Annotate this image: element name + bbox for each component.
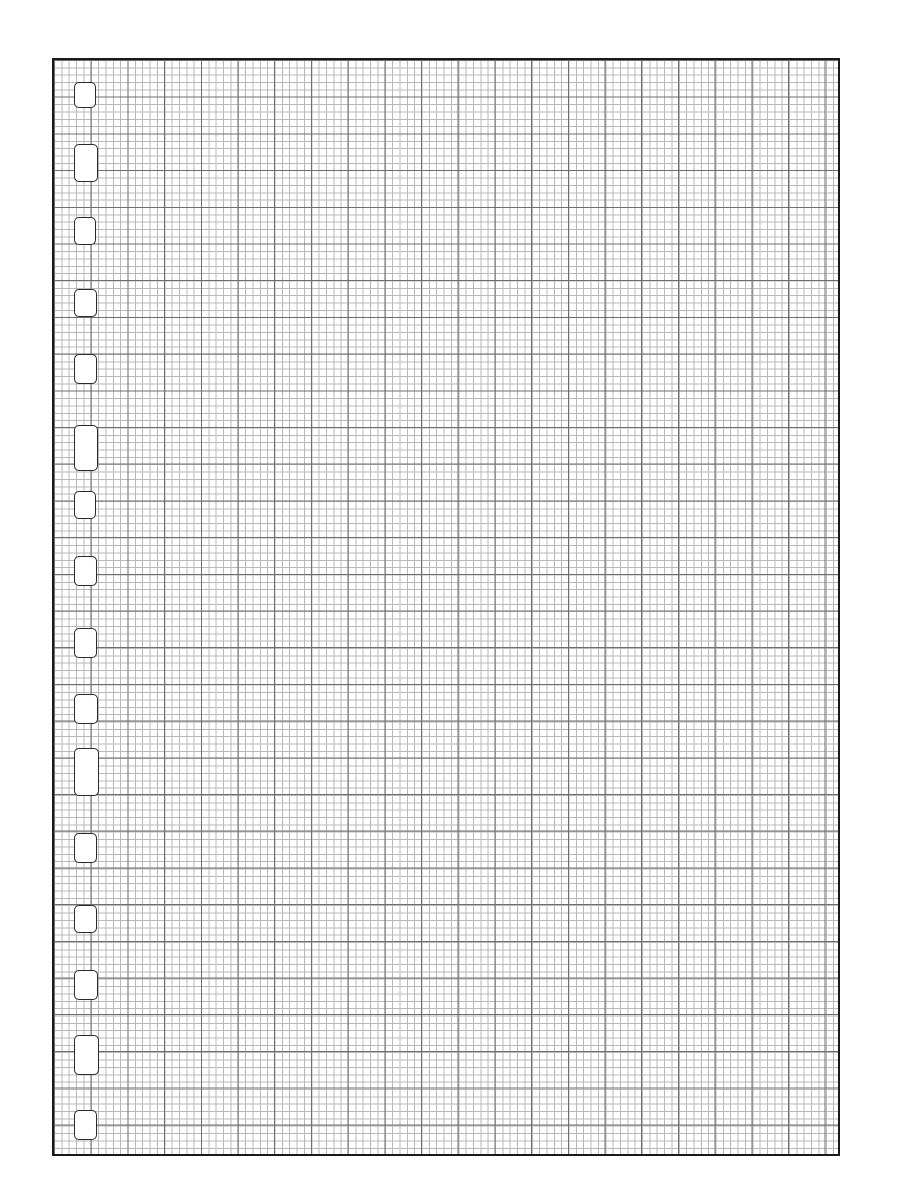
grid-pattern — [54, 60, 838, 1154]
punch-hole — [74, 1035, 99, 1075]
punch-hole — [74, 556, 97, 586]
punch-hole — [74, 144, 98, 182]
punch-hole — [74, 970, 98, 1000]
punch-hole — [74, 82, 96, 108]
punch-hole — [74, 748, 99, 796]
graph-paper-sheet — [52, 58, 840, 1156]
punch-hole — [74, 1110, 97, 1140]
punch-hole — [74, 354, 97, 384]
punch-hole — [74, 628, 97, 658]
punch-hole — [74, 833, 97, 863]
punch-hole — [74, 491, 96, 519]
punch-hole — [74, 289, 97, 317]
punch-hole — [74, 425, 98, 471]
punch-hole — [74, 905, 97, 933]
punch-hole — [74, 217, 96, 245]
punch-hole — [74, 694, 98, 724]
